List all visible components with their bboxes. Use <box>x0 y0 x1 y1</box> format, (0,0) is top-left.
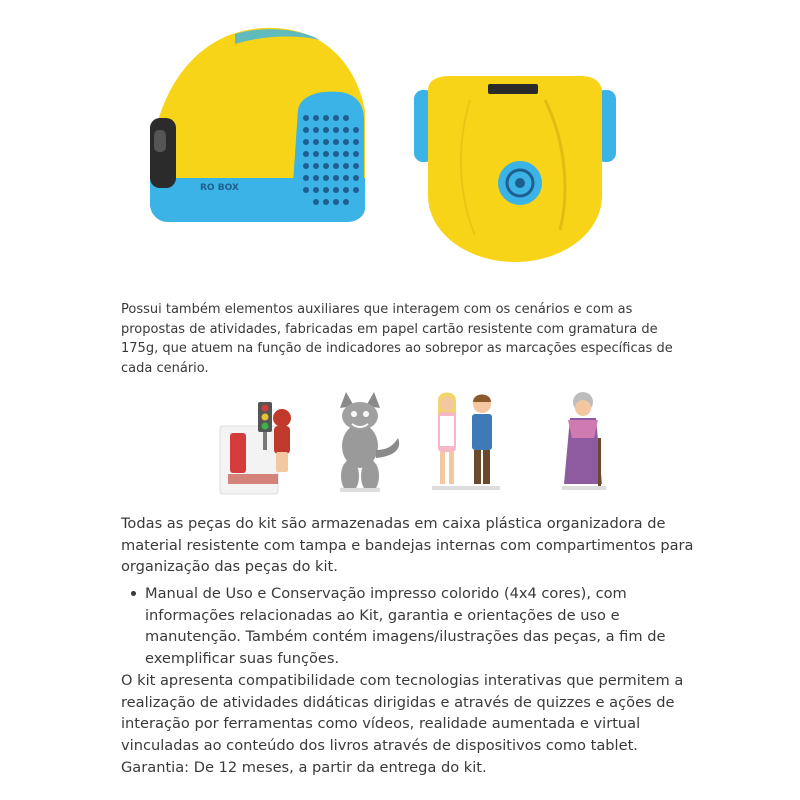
auxiliary-elements-paragraph: Possui também elementos auxiliares que interagem com os cenários e com as propostas de atividades, fabricadas em papel cartão resistente com gramatura de 175g, que atuem na função de indicadores ao sobrepor as marcações específicas de cada cenário. <box>121 302 673 376</box>
robot-product-images <box>0 0 800 280</box>
boy-and-girl-figure <box>432 393 500 491</box>
traffic-light-girl-figure <box>220 402 291 494</box>
robot-brand-label: RO BOX <box>200 183 239 193</box>
grandmother-figure <box>562 392 606 490</box>
manual-bullet-list <box>121 583 681 669</box>
storage-box-paragraph: Todas as peças do kit são armazenadas em caixa plástica organizadora de material resistente com tampa e bandejas internas com compartimentos para organização das peças do kit. <box>121 515 694 575</box>
wolf-figure <box>340 392 399 492</box>
compatibility-paragraph: O kit apresenta compatibilidade com tecnologias interativas que permitem a realização de atividades didáticas dirigidas e através de quizzes e ações de interação por ferramentas como vídeos, realidade aumentada e virtual vinculadas ao conteúdo dos livros através de dispositivos como tablet. <box>121 672 684 754</box>
auxiliary-figures <box>200 388 620 500</box>
robot-top-view <box>414 76 616 262</box>
warranty-paragraph: Garantia: De 12 meses, a partir da entrega do kit. <box>121 759 487 776</box>
robot-side-view <box>150 28 365 222</box>
manual-bullet-item: Manual de Uso e Conservação impresso colorido (4x4 cores), com informações relacionadas ao Kit, garantia e orientações de uso e manutenção. Também contém imagens/ilustrações das peças, a fim de exemplificar suas funções. <box>121 583 681 669</box>
